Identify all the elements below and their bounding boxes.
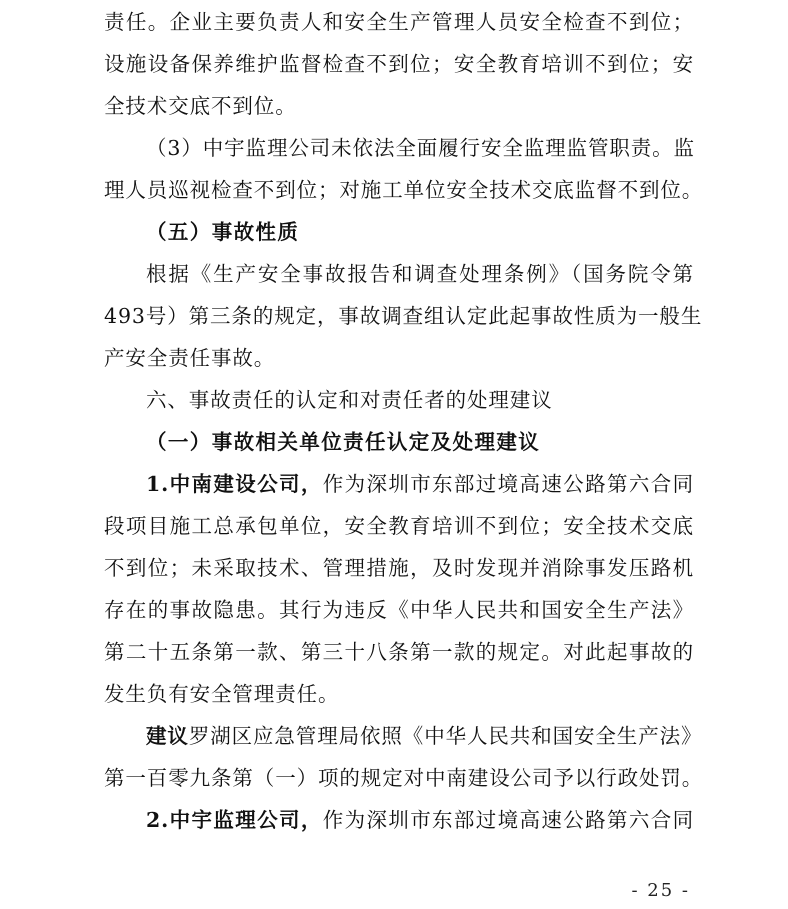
body-text-line: 不到位；未采取技术、管理措施，及时发现并消除事发压路机 xyxy=(104,556,694,580)
chapter-heading: 六、事故责任的认定和对责任者的处理建议 xyxy=(146,388,553,412)
body-text: 作为深圳市东部过境高速公路第六合同 xyxy=(322,472,694,496)
body-text-line: 第二十五条第一款、第三十八条第一款的规定。对此起事故的 xyxy=(104,640,694,664)
section-heading: （一）事故相关单位责任认定及处理建议 xyxy=(146,430,541,454)
body-text: 罗湖区应急管理局依照《中华人民共和国安全生产法》 xyxy=(188,724,703,748)
body-text-line: 产安全责任事故。 xyxy=(104,346,276,370)
body-text-line: 理人员巡视检查不到位；对施工单位安全技术交底监督不到位。 xyxy=(104,178,704,202)
page-number: - 25 - xyxy=(631,880,690,901)
entity-paragraph-first-line xyxy=(146,806,694,834)
suggestion-label: 建议 xyxy=(146,724,189,748)
body-text-line: 设施设备保养维护监督检查不到位；安全教育培训不到位；安 xyxy=(104,52,694,76)
section-heading: （五）事故性质 xyxy=(146,220,300,244)
body-text: 作为深圳市东部过境高速公路第六合同 xyxy=(322,808,694,832)
body-text-line: 全技术交底不到位。 xyxy=(104,94,297,118)
body-text-line: 段项目施工总承包单位，安全教育培训不到位；安全技术交底 xyxy=(104,514,694,538)
body-text-line: 发生负有安全管理责任。 xyxy=(104,682,340,706)
entity-name: 2.中宇监理公司， xyxy=(146,808,323,832)
suggestion-line xyxy=(146,722,703,750)
body-text-line: 493号）第三条的规定，事故调查组认定此起事故性质为一般生 xyxy=(104,304,703,328)
entity-paragraph-first-line xyxy=(146,470,694,498)
entity-name: 1.中南建设公司， xyxy=(146,472,323,496)
body-text-line: 责任。企业主要负责人和安全生产管理人员安全检查不到位； xyxy=(104,10,694,34)
body-text-line: 根据《生产安全事故报告和调查处理条例》（国务院令第 xyxy=(146,262,694,286)
body-text-line: 第一百零九条第（一）项的规定对中南建设公司予以行政处罚。 xyxy=(104,766,704,790)
body-text-line: 存在的事故隐患。其行为违反《中华人民共和国安全生产法》 xyxy=(104,598,694,622)
body-text-line: （3）中宇监理公司未依法全面履行安全监理监管职责。监 xyxy=(146,136,695,160)
